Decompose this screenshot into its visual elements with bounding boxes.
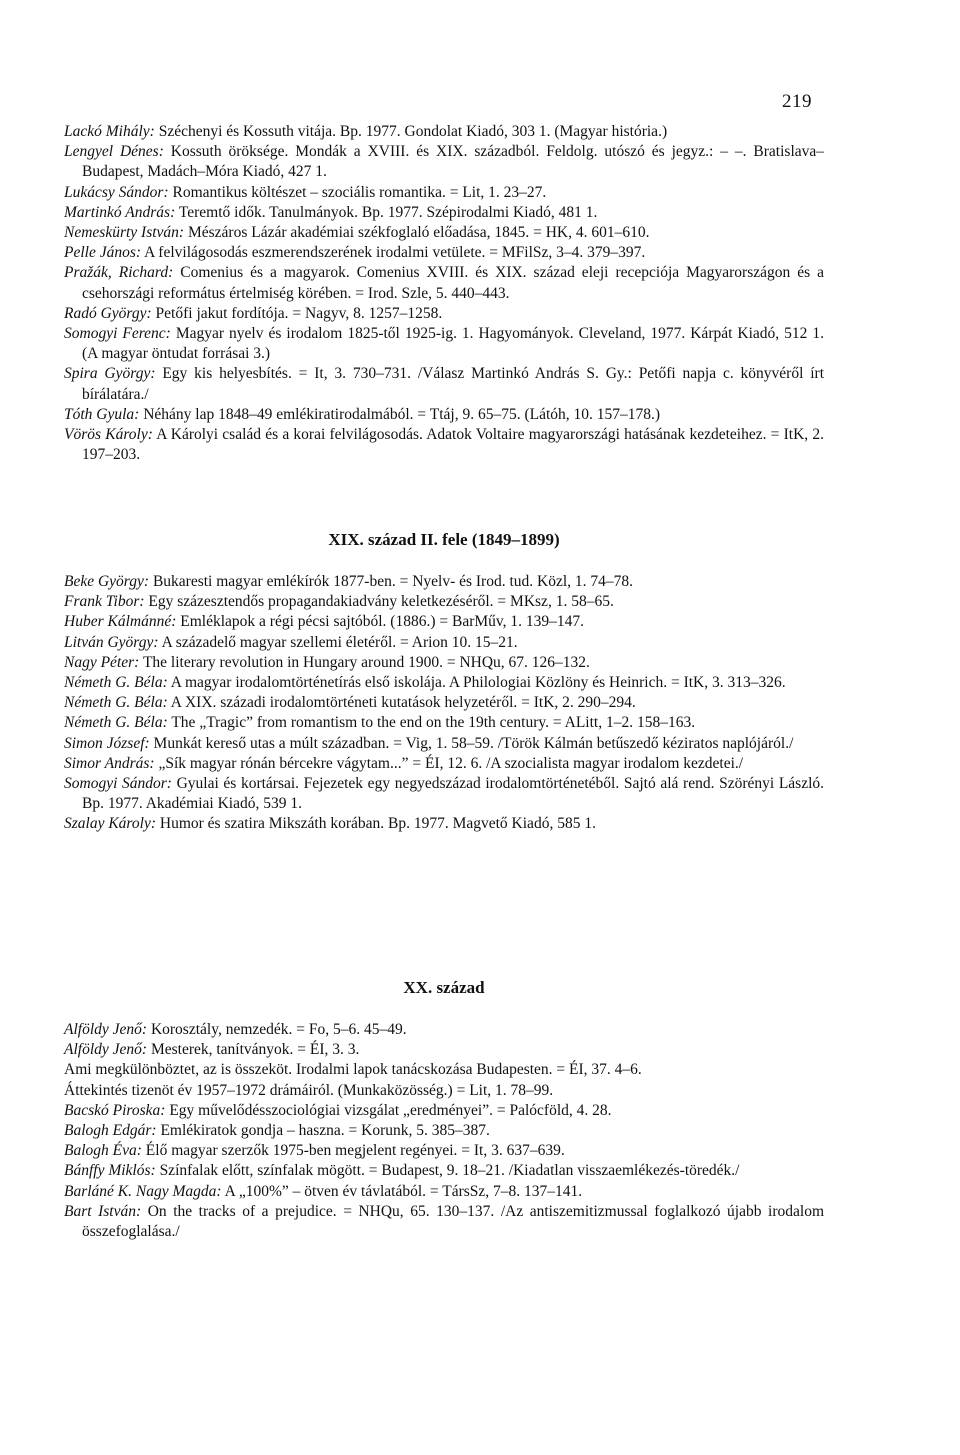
entry-text: Comenius és a magyarok. Comenius XVIII. és XIX. század eleji recepciója Magyarországon és a csehországi református értelmiség körében. = Irod. Szle, 5. 440–443. [82, 264, 825, 302]
bib-entry [64, 572, 824, 592]
entry-author: Spira György: [64, 365, 156, 383]
entry-text: Emléklapok a régi pécsi sajtóból. (1886.) = BarMűv, 1. 139–147. [180, 613, 585, 631]
bib-entry [64, 592, 824, 612]
bib-entry [64, 1182, 824, 1202]
bib-entry [64, 1101, 824, 1121]
section-xix-second-half [64, 572, 824, 835]
entry-author: Tóth Gyula: [64, 405, 140, 423]
entry-author: Simor András: [64, 754, 155, 772]
bib-entry [64, 304, 824, 324]
entry-text: A századelő magyar szellemi életéről. = Arion 10. 15–21. [161, 633, 518, 651]
entry-text: Áttekintés tizenöt év 1957–1972 drámáiról. (Munkaközösség.) = Lit, 1. 78–99. [64, 1081, 554, 1099]
entry-text: Egy százesztendős propagandakiadvány keletkezéséről. = MKsz, 1. 58–65. [148, 593, 614, 611]
entry-author: Alföldy Jenő: [64, 1041, 148, 1059]
entry-author: Frank Tibor: [64, 593, 145, 611]
entry-author: Szalay Károly: [64, 815, 156, 833]
bib-entry [64, 1161, 824, 1181]
entry-author: Beke György: [64, 573, 150, 590]
bib-entry [64, 263, 824, 303]
entry-author: Somogyi Ferenc: [64, 325, 171, 343]
bib-entry [64, 653, 824, 673]
entry-author: Martinkó András: [64, 203, 176, 221]
entry-author: Németh G. Béla: [64, 714, 168, 732]
entry-text: Néhány lap 1848–49 emlékiratirodalmából. = Ttáj, 9. 65–75. (Látóh, 10. 157–178.) [143, 405, 661, 423]
bib-entry [64, 122, 824, 142]
entry-author: Bánffy Miklós: [64, 1162, 156, 1180]
entry-text: A magyar irodalomtörténetírás első iskolája. A Philologiai Közlöny és Heinrich. = ItK, 3. 313–326. [170, 674, 786, 692]
bib-entry [64, 405, 824, 425]
section-xix-first-half-continued [64, 122, 824, 465]
entry-text: Mészáros Lázár akadémiai székfoglaló előadása, 1845. = HK, 4. 601–610. [187, 224, 650, 242]
bib-entry [64, 633, 824, 653]
entry-author: Litván György: [64, 633, 159, 651]
bib-entry [64, 1141, 824, 1161]
entry-author: Barláné K. Nagy Magda: [64, 1182, 222, 1200]
bib-entry [64, 734, 824, 754]
bib-entry [64, 1202, 824, 1242]
entry-text: Ami megkülönböztet, az is összeköt. Irodalmi lapok tanácskozása Budapesten. = ÉI, 37. 4–6. [64, 1061, 642, 1079]
bib-entry [64, 324, 824, 364]
entry-author: Nagy Péter: [64, 653, 140, 671]
entry-author: Somogyi Sándor: [64, 775, 172, 793]
section-heading-xix-second-half: XIX. század II. fele (1849–1899) [328, 530, 560, 549]
entry-text: Teremtő idők. Tanulmányok. Bp. 1977. Szépirodalmi Kiadó, 481 1. [178, 203, 598, 221]
entry-author: Nemeskürty István: [64, 224, 185, 242]
entry-author: Lukácsy Sándor: [64, 183, 169, 201]
page-number: 219 [782, 91, 812, 112]
entry-text: Színfalak előtt, színfalak mögött. = Budapest, 9. 18–21. /Kiadatlan visszaemlékezés-töredék./ [159, 1162, 740, 1180]
entry-author: Balogh Edgár: [64, 1122, 157, 1140]
entry-author: Alföldy Jenő: [64, 1021, 148, 1038]
entry-text: Korosztály, nemzedék. = Fo, 5–6. 45–49. [150, 1021, 407, 1038]
bib-entry [64, 203, 824, 223]
entry-author: Simon József: [64, 734, 150, 752]
entry-text: Magyar nyelv és irodalom 1825-től 1925-ig. 1. Hagyományok. Cleveland, 1977. Kárpát Kiadó, 512 1. (A magyar öntudat forrásai 3.) [82, 325, 825, 363]
entry-author: Pražák, Richard: [64, 264, 174, 282]
bib-entry [64, 754, 824, 774]
entry-text: „Sík magyar rónán bércekre vágytam...” = ÉI, 12. 6. /A szocialista magyar irodalom kezdetei./ [158, 754, 744, 772]
bib-entry [64, 1020, 824, 1040]
bib-entry [64, 612, 824, 632]
section-heading-xx-century: XX. század [403, 978, 485, 997]
entry-author: Pelle János: [64, 244, 142, 262]
bib-entry [64, 243, 824, 263]
bib-entry [64, 1040, 824, 1060]
bib-entry [64, 183, 824, 203]
entry-author: Németh G. Béla: [64, 694, 168, 712]
bib-entry [64, 223, 824, 243]
entry-text: Petőfi jakut fordítója. = Nagyv, 8. 1257–1258. [155, 304, 443, 322]
entry-author: Vörös Károly: [64, 426, 153, 444]
entry-text: The literary revolution in Hungary around 1900. = NHQu, 67. 126–132. [142, 653, 590, 671]
bib-entry [64, 1081, 824, 1101]
entry-text: Bukaresti magyar emlékírók 1877-ben. = Nyelv- és Irod. tud. Közl, 1. 74–78. [152, 573, 634, 590]
entry-text: Romantikus költészet – szociális romantika. = Lit, 1. 23–27. [172, 183, 547, 201]
bib-entry [64, 1060, 824, 1080]
entry-text: On the tracks of a prejudice. = NHQu, 65. 130–137. /Az antiszemitizmussal foglalkozó újabb irodalom összefoglalása./ [82, 1202, 825, 1241]
entry-text: Egy művelődésszociológiai vizsgálat „eredményei”. = Palócföld, 4. 28. [169, 1101, 612, 1119]
entry-text: A felvilágosodás eszmerendszerének irodalmi vetülete. = MFilSz, 3–4. 379–397. [144, 244, 646, 262]
entry-author: Lackó Mihály: [64, 123, 155, 140]
bib-entry [64, 142, 824, 182]
entry-author: Huber Kálmánné: [64, 613, 177, 631]
section-xx-century [64, 1020, 824, 1242]
entry-author: Radó György: [64, 304, 152, 322]
entry-author: Balogh Éva: [64, 1142, 142, 1160]
entry-text: Emlékiratok gondja – haszna. = Korunk, 5. 385–387. [160, 1122, 490, 1140]
entry-text: Munkát kereső utas a múlt században. = Vig, 1. 58–59. /Török Kálmán betűszedő kéziratos naplójáról./ [153, 734, 794, 752]
bib-entry [64, 673, 824, 693]
bib-entry [64, 693, 824, 713]
entry-text: Egy kis helyesbítés. = It, 3. 730–731. /Válasz Martinkó András S. Gy.: Petőfi napja c. könyvéről írt bírálatára./ [82, 365, 824, 403]
entry-text: A Károlyi család és a korai felvilágosodás. Adatok Voltaire magyarországi hatásának kezdeteihez. = ItK, 2. 197–203. [82, 426, 824, 464]
bib-entry [64, 1121, 824, 1141]
entry-text: A XIX. századi irodalomtörténeti kutatások helyzetéről. = ItK, 2. 290–294. [170, 694, 636, 712]
entry-text: The „Tragic” from romantism to the end on the 19th century. = ALitt, 1–2. 158–163. [171, 714, 696, 732]
entry-author: Lengyel Dénes: [64, 143, 164, 161]
bib-entry [64, 425, 824, 465]
entry-text: Széchenyi és Kossuth vitája. Bp. 1977. Gondolat Kiadó, 303 1. (Magyar história.) [158, 123, 668, 140]
entry-text: A „100%” – ötven év távlatából. = TársSz, 7–8. 137–141. [224, 1182, 583, 1200]
entry-text: Gyulai és kortársai. Fejezetek egy negyedszázad irodalomtörténetéből. Sajtó alá rend. Szörényi László. Bp. 1977. Akadémiai Kiadó, 539 1. [82, 775, 825, 813]
bib-entry [64, 814, 824, 834]
entry-author: Bart István: [64, 1202, 142, 1220]
entry-text: Mesterek, tanítványok. = ÉI, 3. 3. [150, 1041, 360, 1059]
entry-text: Kossuth öröksége. Mondák a XVIII. és XIX. századból. Feldolg. utószó és jegyz.: – –. Bratislava–Budapest, Madách–Móra Kiadó, 427 1. [82, 143, 825, 181]
bib-entry [64, 364, 824, 404]
entry-author: Németh G. Béla: [64, 674, 168, 692]
bib-entry [64, 774, 824, 814]
bib-entry [64, 713, 824, 733]
entry-text: Élő magyar szerzők 1975-ben megjelent regényei. = It, 3. 637–639. [145, 1142, 565, 1160]
entry-author: Bacskó Piroska: [64, 1101, 166, 1119]
entry-text: Humor és szatira Mikszáth korában. Bp. 1977. Magvető Kiadó, 585 1. [159, 815, 596, 833]
